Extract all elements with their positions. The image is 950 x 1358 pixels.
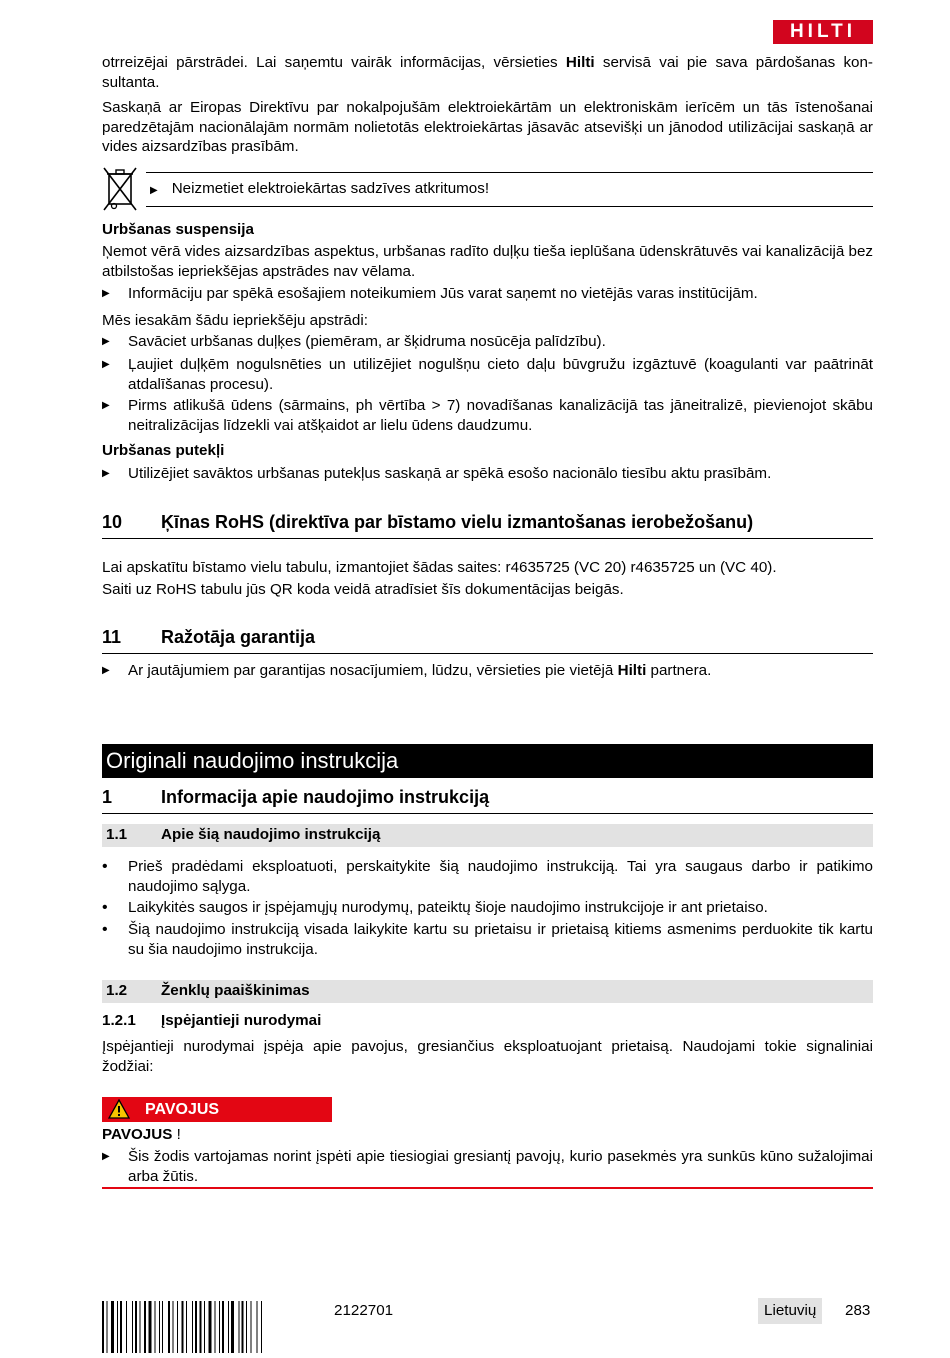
- barcode-bar: [204, 1301, 205, 1353]
- barcode-bar: [251, 1301, 252, 1353]
- barcode-bar: [222, 1301, 224, 1353]
- barcode-bar: [246, 1301, 247, 1353]
- lt-subsection-1-1: [102, 824, 873, 847]
- brand-name: Hilti: [617, 662, 647, 679]
- danger-badge-label: PAVOJUS: [145, 1101, 220, 1118]
- lt-subsection-1-2-1-heading: [102, 1012, 322, 1029]
- warning-intro: Įspėjantieji nurodymai įspėja apie pavojus, gresiančius eksploatuojant prietaisą. Naudojami tokie signaliniai žodžiai:: [102, 1038, 873, 1075]
- list-item: • Laikykitės saugos ir įspėjamųjų nurodymų, pateiktų šioje naudojimo instrukcijoje ir ant prietaiso.: [102, 899, 768, 916]
- barcode-bar: [192, 1301, 193, 1353]
- dust-heading: Urbšanas putekļi: [102, 442, 225, 459]
- list-item: ▶ Šis žodis vartojamas norint įspėti apie tiesiogiai gresiantį pavojų, kurio pasekmės yra sunkūs kūno sužalojimai arba žūtis.: [102, 1148, 873, 1185]
- recycling-text-2: servisā vai pie sava pārdošanas kon-sultanta.: [102, 54, 873, 91]
- barcode-bar: [242, 1301, 244, 1353]
- barcode-bar: [186, 1301, 187, 1353]
- section-number: 1: [102, 787, 113, 807]
- recycling-text-1: otrreizējai pārstrādei. Lai saņemtu vairāk informācijas, vērsieties: [102, 54, 566, 71]
- bullet-arrow-icon: ▶: [102, 359, 110, 370]
- barcode-bar: [231, 1301, 234, 1353]
- barcode-bar: [219, 1301, 220, 1353]
- section-title: Informacija apie naudojimo instrukciją: [161, 787, 490, 807]
- barcode-bar: [159, 1301, 160, 1353]
- barcode-bar: [173, 1301, 174, 1353]
- lt-section-1-heading: [102, 787, 873, 814]
- brand-name: Hilti: [565, 54, 595, 71]
- barcode-bar: [132, 1301, 133, 1353]
- list-item: • Prieš pradėdami eksploatuoti, perskaitykite šią naudojimo instrukciją. Tai yra saugaus darbo ir patikimo naudojimo sąlyga.: [102, 858, 873, 895]
- danger-rule: [102, 1187, 873, 1189]
- bullet-arrow-icon: ▶: [102, 665, 110, 676]
- list-item: ▶ Informāciju par spēkā esošajiem noteikumiem Jūs varat saņemt no vietējās varas institūcijām.: [102, 285, 758, 302]
- barcode-bar: [126, 1301, 127, 1353]
- barcode-bar: [140, 1301, 141, 1353]
- danger-label-line: PAVOJUS !: [102, 1126, 181, 1143]
- barcode-bar: [117, 1301, 118, 1353]
- hilti-logo: [773, 20, 873, 44]
- list-item: ▶ Pirms atlikušā ūdens (sārmains, ph vērtība > 7) novadīšanas kanalizācijā tas jāneitralizē, pievienojot skābu neitralizācijas līdzekli vai atšķaidot ar lielu ūdens daudzumu.: [102, 397, 873, 434]
- barcode-bar: [200, 1301, 202, 1353]
- subsection-title: Ženklų paaiškinimas: [161, 982, 310, 999]
- language-label: Lietuvių: [758, 1298, 822, 1324]
- bullet-arrow-icon: ▶: [102, 288, 110, 299]
- weee-notice-text: Neizmetiet elektroiekārtas sadzīves atkritumos!: [171, 180, 490, 197]
- section-number: 11: [102, 627, 122, 647]
- bullet-arrow-icon: ▶: [150, 185, 158, 196]
- list-item: • Šią naudojimo instrukciją visada laikykite kartu su prietaisu ir prietaisą kitiems asmenims perduokite tik kartu su šia naudojimo instrukcija.: [102, 921, 873, 958]
- logo-text: HILTI: [789, 21, 857, 42]
- language-section-banner: [102, 744, 873, 778]
- list-item: ▶ Savāciet urbšanas duļķes (piemēram, ar šķidruma nosūcēja palīdzību).: [102, 333, 606, 350]
- barcode-bar: [215, 1301, 216, 1353]
- barcode-bar: [209, 1301, 212, 1353]
- doc-number: 2122701: [334, 1302, 394, 1319]
- subsection-title: Įspėjantieji nurodymai: [161, 1012, 322, 1029]
- barcode-bar: [195, 1301, 197, 1353]
- list-item: ▶ Utilizējiet savāktos urbšanas putekļus saskaņā ar spēkā esošo nacionālo tiesību aktu prasībām.: [102, 465, 772, 482]
- suspension-intro: Ņemot vērā vides aizsardzības aspektus, urbšanas radīto duļķu tieša ieplūšana ūdenskrātuvēs vai kanalizācijā bez atbilstošas iepriekšējas apstrādes nav vēlama.: [102, 243, 873, 280]
- barcode-bar: [228, 1301, 229, 1353]
- barcode-bar: [144, 1301, 146, 1353]
- weee-notice: [150, 179, 489, 201]
- subsection-title: Apie šią naudojimo instrukciją: [161, 826, 381, 843]
- weee-notice-bottom-rule: [146, 206, 873, 207]
- subsection-number: 1.2.1: [102, 1012, 136, 1029]
- eu-directive-paragraph: Saskaņā ar Eiropas Direktīvu par nokalpojušām elektroiekārtām un elektroniskām ierīcēm un tās īstenošanai paredzētajām nacionālajām normām nolietotās elektroiekārtas jāsavāc atsevišķi un jānodod utilizācijai saskaņā ar vides aizsardzības prasībām.: [102, 99, 873, 155]
- bullet-dot-icon: •: [102, 899, 108, 916]
- barcode-bar: [182, 1301, 184, 1353]
- barcode-bar: [168, 1301, 170, 1353]
- section-title: Ķīnas RoHS (direktīva par bīstamo vielu izmantošanas ierobežošanu): [161, 512, 754, 532]
- rohs-line-1: Lai apskatītu bīstamo vielu tabulu, izmantojiet šādas saites: r4635725 (VC 20) r4635725 un (VC 40).: [102, 559, 777, 576]
- bullet-arrow-icon: ▶: [102, 400, 110, 411]
- danger-badge: [102, 1097, 332, 1122]
- barcode: [102, 1301, 323, 1353]
- barcode-bar: [257, 1301, 258, 1353]
- barcode-bar: [239, 1301, 240, 1353]
- subsection-number: 1.2: [106, 982, 128, 999]
- barcode-bar: [107, 1301, 108, 1353]
- section-title: Ražotāja garantija: [161, 627, 316, 647]
- banner-title: Originali naudojimo instrukcija: [106, 748, 399, 773]
- bullet-dot-icon: •: [102, 921, 108, 938]
- subsection-number: 1.1: [106, 826, 128, 843]
- barcode-bar: [162, 1301, 163, 1353]
- list-item: ▶ Ar jautājumiem par garantijas nosacījumiem, lūdzu, vērsieties pie vietējā Hilti partnera.: [102, 662, 712, 679]
- barcode-bar: [135, 1301, 137, 1353]
- crossed-bin-icon: [102, 166, 138, 212]
- barcode-bar: [261, 1301, 262, 1353]
- section-11-heading: [102, 627, 873, 654]
- danger-label: PAVOJUS: [102, 1126, 173, 1143]
- suspension-recommend: Mēs iesakām šādu iepriekšēju apstrādi:: [102, 312, 368, 329]
- list-item: ▶ Ļaujiet duļķēm nogulsnēties un utilizējiet nogulšņu cieto daļu būvgružu izgāztuvē (koagulanti var paātrināt atdalīšanas procesu).: [102, 356, 873, 393]
- barcode-bar: [120, 1301, 122, 1353]
- weee-notice-top-rule: [146, 172, 873, 173]
- bullet-arrow-icon: ▶: [102, 336, 110, 347]
- bullet-dot-icon: •: [102, 858, 108, 875]
- rohs-line-2: Saiti uz RoHS tabulu jūs QR koda veidā atradīsiet šīs dokumentācijas beigās.: [102, 581, 624, 598]
- barcode-bar: [102, 1301, 104, 1353]
- page-number: 283: [845, 1302, 871, 1319]
- bullet-arrow-icon: ▶: [102, 1151, 110, 1162]
- barcode-bar: [111, 1301, 114, 1353]
- lt-subsection-1-2: [102, 980, 873, 1003]
- bullet-arrow-icon: ▶: [102, 468, 110, 479]
- recycling-paragraph: [102, 53, 873, 92]
- warning-triangle-icon: [108, 1099, 130, 1119]
- section-10-heading: [102, 512, 873, 539]
- barcode-bar: [155, 1301, 156, 1353]
- barcode-bar: [177, 1301, 178, 1353]
- suspension-heading: Urbšanas suspensija: [102, 221, 254, 238]
- section-number: 10: [102, 512, 123, 532]
- barcode-bar: [149, 1301, 152, 1353]
